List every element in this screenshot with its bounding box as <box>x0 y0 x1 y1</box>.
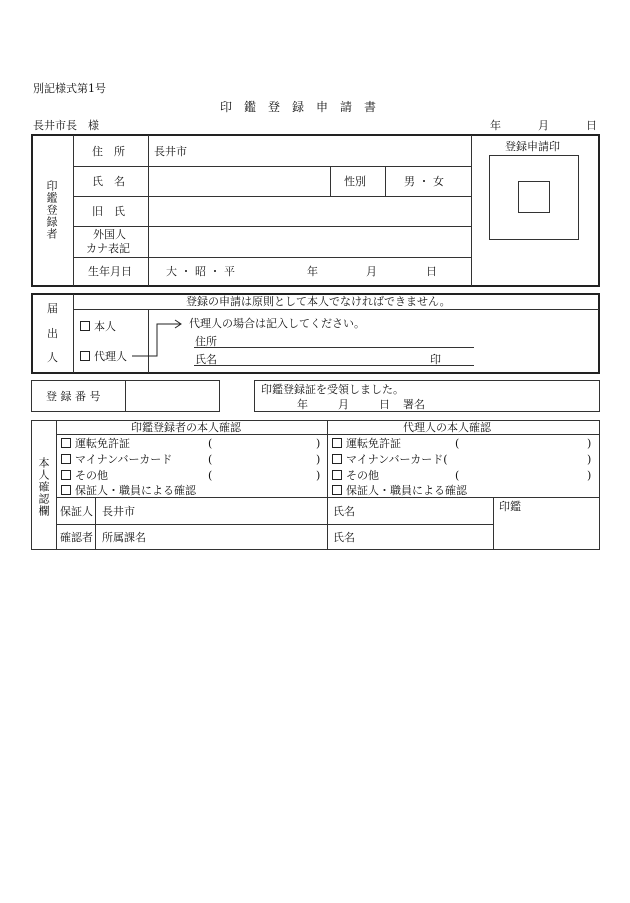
confirmer-label: 確認者 <box>60 531 93 544</box>
item-label: 保証人・職員による確認 <box>346 484 467 497</box>
proxy-address-label: 住所 <box>195 335 217 348</box>
foreign-label-line1: 外国人 <box>93 228 126 241</box>
divider <box>95 497 96 550</box>
paren-close: ) <box>316 469 321 482</box>
proxy-item-guarantor[interactable] <box>332 485 467 496</box>
item-label: 保証人・職員による確認 <box>75 484 196 497</box>
checkbox[interactable] <box>61 454 71 464</box>
checkbox[interactable] <box>332 470 342 480</box>
name-label: 氏 名 <box>92 175 125 188</box>
registrant-item-other[interactable] <box>61 470 108 481</box>
proxy-address-line[interactable] <box>194 347 474 348</box>
proxy-item-mynumber[interactable] <box>332 454 448 465</box>
paren-close: ) <box>316 453 321 466</box>
proxy-option-label: 代理人 <box>94 350 127 363</box>
applicant-side-label-1: 届 <box>47 302 58 315</box>
birth-day-label: 日 <box>426 265 437 278</box>
date-day-label: 日 <box>586 119 597 132</box>
item-label: マイナンバーカード <box>75 453 173 466</box>
divider <box>56 524 493 525</box>
confirmer-name-label: 氏名 <box>333 531 355 544</box>
registrant-item-license[interactable] <box>61 438 130 449</box>
registrant-item-mynumber[interactable] <box>61 454 172 465</box>
department-label: 所属課名 <box>102 531 146 544</box>
receipt-text: 印鑑登録証を受領しました。 <box>261 383 404 396</box>
divider <box>493 497 494 550</box>
proxy-name-label: 氏名 <box>195 353 217 366</box>
checkbox[interactable] <box>61 438 71 448</box>
seal-box-label: 登録申請印 <box>505 140 560 153</box>
receipt-signature-label: 署名 <box>403 398 425 411</box>
date-year-label: 年 <box>490 119 501 132</box>
address-prefix: 長井市 <box>154 145 187 158</box>
paren-open: ( <box>455 469 460 482</box>
checkbox[interactable] <box>332 485 342 495</box>
proxy-item-license[interactable] <box>332 438 401 449</box>
receipt-month-label: 月 <box>338 398 349 411</box>
form-title: 印 鑑 登 録 申 請 書 <box>220 100 377 114</box>
paren-close: ) <box>316 437 321 450</box>
registrant-item-guarantor[interactable] <box>61 485 196 496</box>
birth-label: 生年月日 <box>88 265 132 278</box>
applicant-notice: 登録の申請は原則として本人でなければできません。 <box>186 295 451 308</box>
applicant-side-label-2: 出 <box>47 327 58 340</box>
era-options[interactable]: 大 ・ 昭 ・ 平 <box>166 265 235 278</box>
verification-side-label: 本人確認欄 <box>37 457 50 517</box>
item-label: 運転免許証 <box>75 437 130 450</box>
self-option-label: 本人 <box>94 320 116 333</box>
proxy-instruction: 代理人の場合は記入してください。 <box>189 317 365 330</box>
divider <box>327 420 328 550</box>
checkbox[interactable] <box>61 470 71 480</box>
registrant-verification-header: 印鑑登録者の本人確認 <box>131 421 241 434</box>
guarantor-label: 保証人 <box>60 505 93 518</box>
paren-close: ) <box>587 437 592 450</box>
gender-options[interactable]: 男 ・ 女 <box>404 175 444 188</box>
paren-open: ( <box>208 437 213 450</box>
guarantor-name-label: 氏名 <box>333 505 355 518</box>
form-number: 別記様式第1号 <box>33 82 106 95</box>
verification-seal-label: 印鑑 <box>499 500 521 513</box>
item-label: 運転免許証 <box>346 437 401 450</box>
paren-open: ( <box>208 469 213 482</box>
checkbox[interactable] <box>332 454 342 464</box>
item-label: その他 <box>346 469 379 482</box>
applicant-side-label-3: 人 <box>47 351 58 364</box>
checkbox[interactable] <box>332 438 342 448</box>
paren-close: ) <box>587 469 592 482</box>
former-name-label: 旧 氏 <box>92 205 125 218</box>
divider <box>125 380 126 412</box>
addressee: 長井市長 様 <box>33 119 99 132</box>
proxy-name-line[interactable] <box>194 365 474 366</box>
divider <box>56 420 57 550</box>
divider <box>56 497 599 498</box>
receipt-year-label: 年 <box>297 398 308 411</box>
birth-month-label: 月 <box>366 265 377 278</box>
paren-close: ) <box>587 453 592 466</box>
checkbox[interactable] <box>61 485 71 495</box>
registration-number-label: 登 録 番 号 <box>46 390 101 403</box>
registrant-side-label: 印鑑登録者 <box>45 180 58 240</box>
proxy-verification-header: 代理人の本人確認 <box>403 421 491 434</box>
gender-label: 性別 <box>344 175 366 188</box>
guarantor-city: 長井市 <box>102 505 135 518</box>
paren-open: ( <box>208 453 213 466</box>
proxy-seal-mark: 印 <box>430 353 441 366</box>
birth-year-label: 年 <box>307 265 318 278</box>
paren-open: ( <box>455 437 460 450</box>
item-label: マイナンバーカード( <box>346 453 448 466</box>
address-label: 住 所 <box>92 145 125 158</box>
item-label: その他 <box>75 469 108 482</box>
receipt-day-label: 日 <box>379 398 390 411</box>
foreign-label-line2: カナ表記 <box>86 242 130 255</box>
proxy-item-other[interactable] <box>332 470 379 481</box>
date-month-label: 月 <box>538 119 549 132</box>
